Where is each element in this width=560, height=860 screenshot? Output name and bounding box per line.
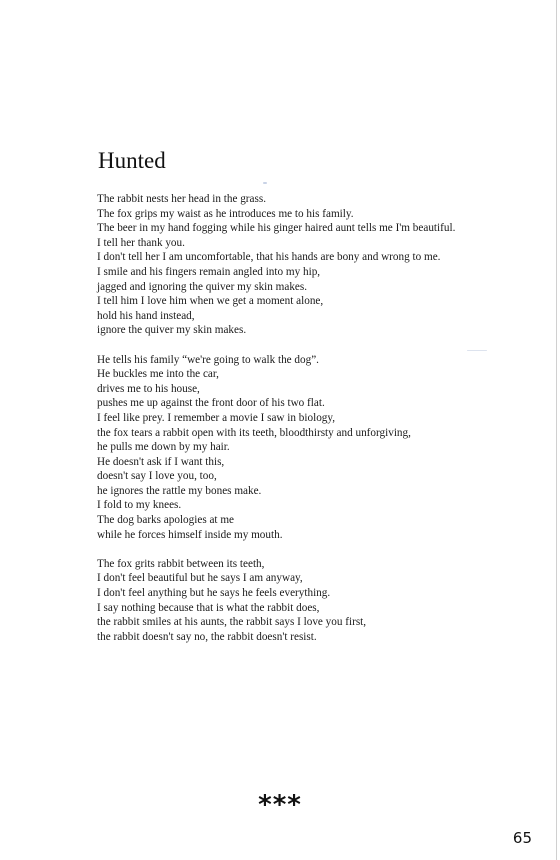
poem-line: I feel like prey. I remember a movie I saw in biology, xyxy=(97,411,336,424)
poem-line: he pulls me down by my hair. xyxy=(97,441,230,454)
page-number: 65 xyxy=(512,829,532,847)
poem-line: doesn't say I love you, too, xyxy=(97,470,217,483)
poem-body xyxy=(97,192,457,659)
poem-stanza xyxy=(97,353,457,543)
poem-line: I smile and his fingers remain angled into my hip, xyxy=(97,265,321,278)
scan-speck xyxy=(467,350,487,351)
poem-line: The beer in my hand fogging while his ginger haired aunt tells me I'm beautiful. xyxy=(97,222,456,235)
poem-line: The fox grits rabbit between its teeth, xyxy=(97,557,265,570)
poem-line: I fold to my knees. xyxy=(97,499,182,512)
poem-stanza xyxy=(97,192,457,338)
poem-line: He doesn't ask if I want this, xyxy=(97,455,225,468)
poem-title: Hunted xyxy=(98,148,166,173)
scan-speck xyxy=(263,182,267,184)
poem-line: The rabbit nests her head in the grass. xyxy=(97,193,267,205)
poem-line: jagged and ignoring the quiver my skin makes. xyxy=(97,280,308,293)
poem-line: drives me to his house, xyxy=(97,382,200,395)
poem-line: ignore the quiver my skin makes. xyxy=(97,324,247,337)
poem-line: I don't tell her I am uncomfortable, that his hands are bony and wrong to me. xyxy=(97,251,441,264)
poem-line: I say nothing because that is what the rabbit does, xyxy=(97,601,320,614)
poem-line: He tells his family “we're going to walk the dog”. xyxy=(97,353,319,366)
poem-line: he ignores the rattle my bones make. xyxy=(97,484,262,497)
poem-line: He buckles me into the car, xyxy=(97,368,219,381)
poem-line: I don't feel beautiful but he says I am anyway, xyxy=(97,572,303,585)
poem-line: the rabbit smiles at his aunts, the rabbit says I love you first, xyxy=(97,616,367,629)
section-separator: *** xyxy=(258,790,302,820)
poem-line: I don't feel anything but he says he feels everything. xyxy=(97,587,331,600)
poem-line: hold his hand instead, xyxy=(97,309,195,322)
poem-line: The dog barks apologies at me xyxy=(97,514,235,527)
poem-line: while he forces himself inside my mouth. xyxy=(97,528,283,541)
poem-line: the fox tears a rabbit open with its teeth, bloodthirsty and unforgiving, xyxy=(97,426,411,439)
poem-stanza xyxy=(97,557,457,645)
poem-line: the rabbit doesn't say no, the rabbit doesn't resist. xyxy=(97,630,317,643)
page-edge-line xyxy=(556,0,557,860)
poem-line: The fox grips my waist as he introduces me to his family. xyxy=(97,207,354,220)
poem-line: pushes me up against the front door of his two flat. xyxy=(97,397,325,410)
poem-line: I tell her thank you. xyxy=(97,236,185,249)
poem-line: I tell him I love him when we get a moment alone, xyxy=(97,295,324,308)
